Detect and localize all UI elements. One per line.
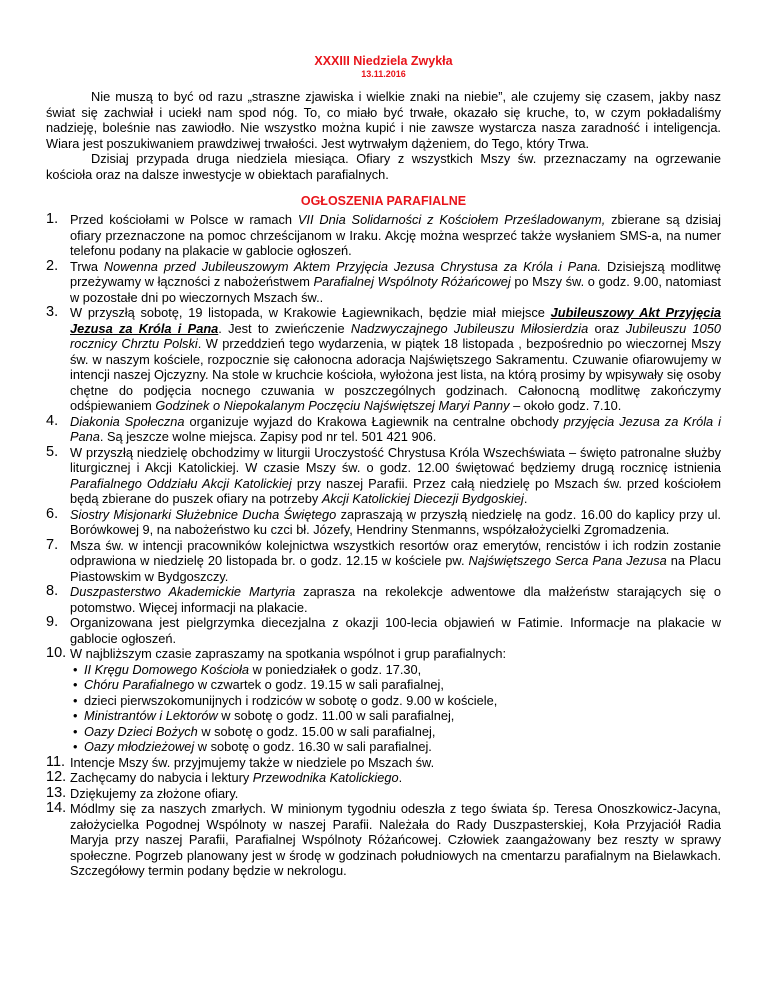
emphasized-text: Godzinek o Niepokalanym Poczęciu Najświętszej Maryi Panny: [155, 398, 510, 413]
text-segment: Zachęcamy do nabycia i lektury: [70, 770, 253, 785]
announcement-number: 6.: [46, 505, 59, 522]
text-segment: na Placu Piastowskim w Bydgoszczy.: [70, 553, 721, 584]
emphasized-text: Duszpasterstwo Akademickie Martyria: [70, 584, 296, 599]
announcement-item: [46, 755, 721, 771]
text-segment: po Mszy św. o godz. 9.00, natomiast w pozostałe dni po wieczornych Mszach św..: [70, 274, 721, 305]
emphasized-text: Nadzwyczajnego Jubileuszu Miłosierdzia: [350, 320, 589, 336]
text-segment: W najbliższym czasie zapraszamy na spotkania wspólnot i grup parafialnych:: [70, 646, 507, 661]
text-segment: Dziękujemy za złożone ofiary.: [70, 785, 239, 801]
bullet-icon: •: [73, 677, 78, 692]
bullet-icon: •: [73, 739, 78, 754]
announcement-text: [70, 755, 434, 770]
text-segment: . Jest to zwieńczenie: [218, 320, 351, 336]
announcement-text: [70, 305, 721, 413]
announcement-number: 10.: [46, 645, 67, 661]
announcement-number: 12.: [46, 769, 67, 785]
announcement-text: [70, 646, 506, 661]
announcement-text: [70, 615, 721, 646]
announcement-number: 14.: [46, 800, 67, 816]
announcement-item: [46, 445, 721, 507]
text-segment: w sobotę o godz. 16.30 w sali parafialnej.: [194, 739, 432, 754]
announcement-number: 3.: [46, 304, 59, 320]
announcements-list: [46, 212, 721, 879]
page-title: XXXIII Niedziela Zwykła: [314, 54, 453, 68]
announcement-text: [70, 584, 721, 615]
announcement-item: [46, 770, 721, 786]
announcement-text: [70, 786, 238, 801]
announcement-item: [46, 212, 721, 259]
emphasized-text: Nowenna przed Jubileuszowym Aktem Przyjęcia Jezusa Chrystusa za Króla i Pana.: [103, 258, 602, 274]
announcement-item: [46, 414, 721, 445]
announcement-number: 9.: [46, 614, 59, 630]
meeting-item: [70, 693, 721, 709]
text-segment: zaprasza na rekolekcje adwentowe dla małżeństw starających się o potomstwo. Więcej informacji na plakacie.: [70, 584, 721, 615]
text-segment: w czwartek o godz. 19.15 w sali parafialnej,: [194, 677, 444, 692]
announcement-text: [70, 445, 721, 507]
announcement-text: [70, 259, 721, 305]
text-segment: Przed kościołami w Polsce w ramach: [70, 212, 298, 227]
text-segment: .: [398, 770, 403, 785]
bullet-icon: •: [73, 661, 78, 677]
text-segment: Msza św. w intencji pracowników kolejnictwa wszystkich resortów oraz emerytów, rencistów i ich rodzin zostanie odprawiona w niedzielę 20 listopada br. o godz. 12.15 w kościele pw.: [70, 537, 721, 568]
meeting-item: [70, 708, 721, 724]
text-segment: – około godz. 7.10.: [509, 398, 622, 413]
meeting-item: [70, 677, 721, 693]
text-segment: Módlmy się za naszych zmarłych. W minionym tygodniu odeszła z tego świata śp. Teresa Onoszkowicz-Jacyna, założycielka Pogodnej Wspólnoty w naszej Parafii. Należała do Rady Duszpasterskiej, Koła Przyjaciół Radia Maryja przy naszej Parafii, Parafialnej Wspólnoty Różańcowej. Człowiek zaangażowany bez reszty w sprawy społeczne. Pogrzeb planowany jest w środę w godzinach południowych na cmentarzu parafialnym na Bielawkach. Szczegółowy termin podany będzie w nekrologu.: [70, 801, 721, 878]
text-segment: W przyszłą sobotę, 19 listopada, w Krakowie Łagiewnikach, będzie miał miejsce: [70, 305, 551, 320]
emphasized-text: Diakonia Społeczna: [70, 413, 185, 429]
announcement-item: [46, 538, 721, 585]
text-segment: organizuje wyjazd do Krakowa Łagiewnik na centralne obchody: [184, 413, 564, 429]
announcement-item: [46, 801, 721, 879]
text-segment: zbierane są dzisiaj ofiary przeznaczone na pomoc chrześcijanom w Iraku. Akcję można wesprzeć także wysłaniem SMS-a, na numer telefonu podany na plakacie w gablocie ogłoszeń.: [70, 212, 721, 258]
text-segment: W przyszłą niedzielę obchodzimy w liturgii Uroczystość Chrystusa Króla Wszechświata – święto patronalne służby liturgicznej i Akcji Katolickiej. W czasie Mszy św. o godz. 12.00 świętować będziemy drugą rocznicę istnienia: [70, 444, 721, 475]
announcement-number: 5.: [46, 443, 59, 460]
emphasized-text: Siostry Misjonarki Służebnice Ducha Świętego: [70, 506, 337, 522]
text-segment: przy naszej Parafii. Przez całą niedzielę po Mszach św. przed kościołem będą zbierane do puszek ofiary na potrzeby: [70, 475, 721, 506]
emphasized-text: Parafialnego Oddziału Akcji Katolickiej: [70, 475, 292, 491]
meeting-item: [70, 739, 721, 755]
emphasized-text: VII Dnia Solidarności z Kościołem Prześladowanym,: [297, 212, 606, 227]
text-segment: . Są jeszcze wolne miejsca. Zapisy pod nr tel. 501 421 906.: [99, 429, 437, 444]
announcement-text: [70, 414, 721, 445]
announcement-number: 13.: [46, 784, 67, 801]
bullet-icon: •: [73, 692, 78, 708]
intro-paragraph-1: Nie muszą to być od razu „straszne zjawiska i wielkie znaki na niebie”, ale czujemy się czasem, jakby nasz świat się zachwiał i uciekł nam spod nóg. To, co miało być trwałe, okazało się kruche, to, w czym pokładaliśmy nadzieję, boleśnie nas zawiodło. Nie wszystko można kupić i nie zawsze wystarcza nasza zaradność i inteligencja. Wiara jest poszukiwaniem prawdziwej trwałości. Jest wytrwałym dążeniem, do Tego, który Trwa.: [46, 89, 721, 151]
emphasized-text: Akcji Katolickiej Diecezji Bydgoskiej: [321, 491, 524, 506]
bullet-icon: •: [73, 723, 78, 739]
meetings-list: [70, 662, 721, 755]
meeting-item: [70, 724, 721, 740]
announcement-item: [46, 584, 721, 615]
announcement-item: [46, 646, 721, 755]
announcement-item: [46, 615, 721, 646]
announcement-text: [70, 538, 721, 584]
emphasized-text: Oazy Dzieci Bożych: [84, 723, 198, 739]
intro-section: [46, 89, 721, 182]
emphasized-text: Oazy młodzieżowej: [84, 739, 195, 754]
text-segment: Dzisiejszą modlitwę przeżywamy w łączności z nabożeństwem: [70, 258, 721, 289]
page-date: 13.11.2016: [361, 69, 406, 79]
announcement-item: [46, 786, 721, 802]
announcement-number: 4.: [46, 412, 59, 429]
text-segment: Trwa: [70, 258, 104, 274]
emphasized-text: Parafialnej Wspólnoty Różańcowej: [313, 274, 511, 289]
announcement-item: [46, 507, 721, 538]
emphasized-text: Jubileuszowy Akt Przyjęcia Jezusa za Króla i Pana: [70, 305, 721, 336]
text-segment: oraz: [588, 320, 626, 336]
text-segment: Organizowana jest pielgrzymka diecezjalna z okazji 100-lecia objawień w Fatimie. Informacje na plakacie w gablocie ogłoszeń.: [70, 615, 721, 646]
announcement-item: [46, 305, 721, 414]
bullet-icon: •: [73, 708, 78, 723]
intro-paragraph-2: Dzisiaj przypada druga niedziela miesiąca. Ofiary z wszystkich Mszy św. przeznaczamy na ogrzewanie kościoła oraz na dalsze inwestycje w obiektach parafialnych.: [46, 151, 721, 182]
announcement-number: 2.: [46, 257, 59, 274]
text-segment: dzieci pierwszokomunijnych i rodziców w sobotę o godz. 9.00 w kościele,: [84, 692, 498, 708]
emphasized-text: Jubileuszu 1050 rocznicy Chrztu Polski: [70, 320, 721, 351]
emphasized-text: Chóru Parafialnego: [84, 677, 195, 692]
emphasized-text: Najświętszego Serca Pana Jezusa: [468, 553, 667, 568]
text-segment: w sobotę o godz. 11.00 w sali parafialnej,: [217, 708, 455, 723]
announcement-number: 1.: [46, 211, 59, 227]
announcement-item: [46, 259, 721, 306]
text-segment: w sobotę o godz. 15.00 w sali parafialnej,: [197, 723, 436, 739]
emphasized-text: Przewodnika Katolickiego: [252, 770, 399, 785]
text-segment: . W przeddzień tego wydarzenia, w piątek 18 listopada , bezpośrednio po wieczornej Mszy św. w naszym kościele, rozpocznie się całonocna adoracja Najświętszego Sakramentu. Czuwanie ofiarowujemy w intencji naszej Ojczyzny. Na stole w kruchcie kościoła, wyłożona jest lista, na którą prosimy by wpisywały się osoby chętne do podjęcia nocnego czuwania w poszczególnych godzinach. Całonocną modlitwę zakończymy odśpiewaniem: [70, 336, 721, 413]
text-segment: Intencje Mszy św. przyjmujemy także w niedziele po Mszach św.: [70, 754, 435, 770]
announcement-text: [70, 770, 402, 785]
emphasized-text: przyjęcia Jezusa za Króla i Pana: [70, 413, 721, 444]
announcement-text: [70, 801, 721, 878]
announcement-text: [70, 507, 721, 538]
announcement-number: 8.: [46, 583, 59, 599]
emphasized-text: Ministrantów i Lektorów: [84, 708, 218, 723]
announcement-number: 11.: [46, 753, 66, 770]
text-segment: .: [523, 491, 528, 506]
text-segment: w poniedziałek o godz. 17.30,: [249, 661, 422, 677]
announcements-heading: OGŁOSZENIA PARAFIALNE: [300, 194, 467, 208]
text-segment: zapraszają w przyszłą niedzielę na godz. 16.00 do kaplicy przy ul. Borówkowej 9, na nabożeństwo ku czci bł. Józefy, Hendriny Stenmanns, współzałożycielki Zgromadzenia.: [70, 506, 721, 537]
announcement-text: [70, 212, 721, 258]
meeting-item: [70, 662, 721, 678]
announcement-number: 7.: [46, 536, 59, 553]
emphasized-text: II Kręgu Domowego Kościoła: [84, 661, 250, 677]
